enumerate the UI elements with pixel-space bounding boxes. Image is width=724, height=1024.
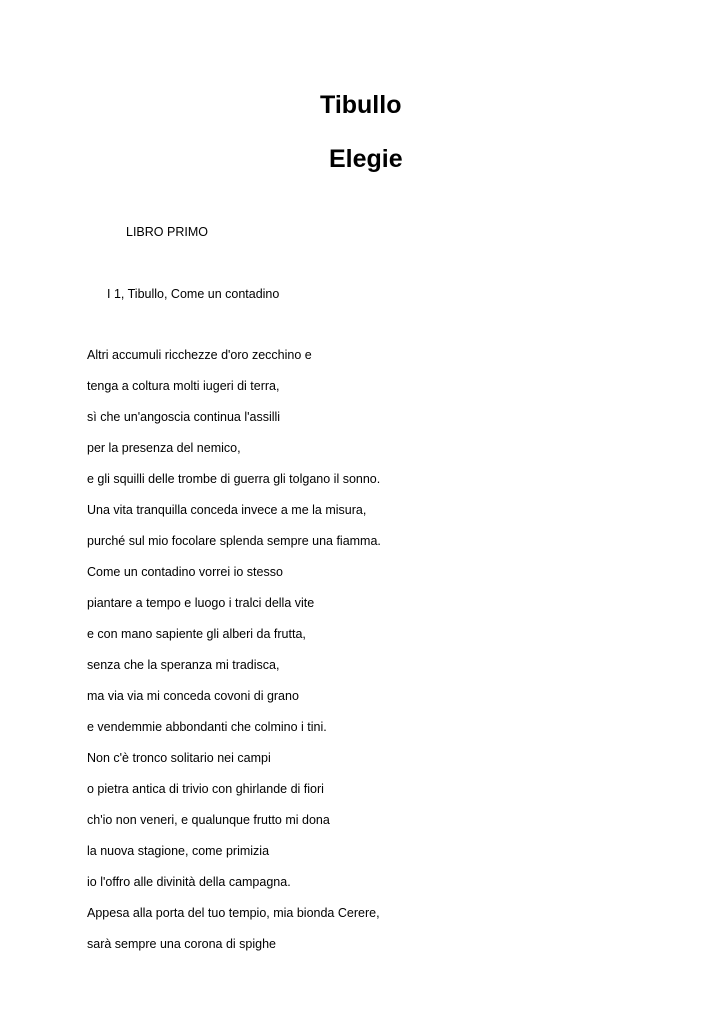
poem-line: senza che la speranza mi tradisca, [87,658,280,672]
poem-line: o pietra antica di trivio con ghirlande di fiori [87,782,324,796]
poem-line: piantare a tempo e luogo i tralci della vite [87,596,315,610]
poem-line: ch'io non veneri, e qualunque frutto mi dona [87,813,330,827]
author-title: Tibullo [320,91,402,119]
poem-line: io l'offro alle divinità della campagna. [87,875,291,889]
poem-line: Appesa alla porta del tuo tempio, mia bionda Cerere, [87,906,380,920]
poem-line: sarà sempre una corona di spighe [87,937,277,951]
poem-line: e con mano sapiente gli alberi da frutta, [87,627,306,641]
poem-line: e gli squilli delle trombe di guerra gli tolgano il sonno. [87,472,381,486]
poem-line: Altri accumuli ricchezze d'oro zecchino e [87,348,312,362]
poem-line: purché sul mio focolare splenda sempre una fiamma. [87,534,381,548]
work-title: Elegie [329,145,403,173]
poem-line: Non c'è tronco solitario nei campi [87,751,271,765]
poem-line: tenga a coltura molti iugeri di terra, [87,379,280,393]
poem-heading: I 1, Tibullo, Come un contadino [107,287,280,301]
poem-line: per la presenza del nemico, [87,441,241,455]
book-heading: LIBRO PRIMO [126,225,208,239]
poem-line: sì che un'angoscia continua l'assilli [87,410,281,424]
poem-line: e vendemmie abbondanti che colmino i tini. [87,720,327,734]
poem-lines [87,347,381,967]
poem-line: ma via via mi conceda covoni di grano [87,689,299,703]
poem-line: la nuova stagione, come primizia [87,844,270,858]
poem-line: Come un contadino vorrei io stesso [87,565,283,579]
poem-line: Una vita tranquilla conceda invece a me la misura, [87,503,367,517]
